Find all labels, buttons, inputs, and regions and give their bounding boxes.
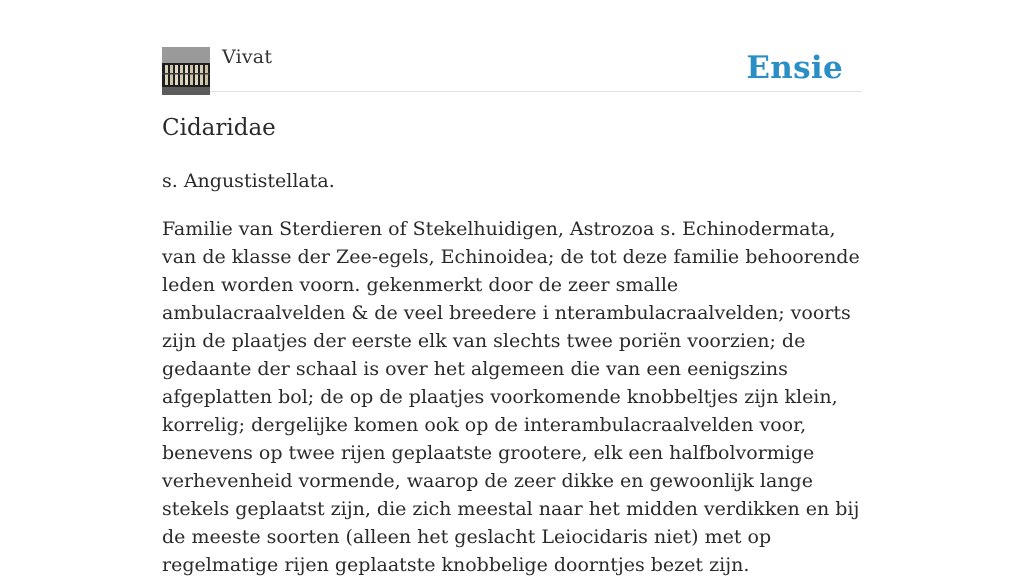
entry-subtitle: s. Angustistellata. xyxy=(162,170,335,192)
ensie-logo[interactable]: Ensie xyxy=(746,50,843,86)
book-spines-avatar-icon xyxy=(162,47,210,95)
header xyxy=(162,0,862,92)
article-page xyxy=(162,0,862,576)
author-avatar[interactable] xyxy=(162,47,210,95)
entry-body: Familie van Sterdieren of Stekelhuidigen, Astrozoa s. Echinodermata, van de klasse der Zee-egels, Echinoidea; de tot deze familie behoorende leden worden voorn. gekenmerkt door de zeer smalle ambulacraalvelden & de veel breedere i nterambulacraalvelden; voorts zijn de plaatjes der eerste elk van slechts twee poriën voorzien; de gedaante der schaal is over het algemeen die van een eenigszins afgeplatten bol; de op de plaatjes voorkomende knobbeltjes zijn klein, korrelig; dergelijke komen ook op de interambulacraalvelden voor, benevens op twee rijen geplaatste grootere, elk een halfbolvormige verhevenheid vormende, waarop de zeer dikke en gewoonlijk lange stekels geplaatst zijn, die zich meestal naar het midden verdikken en bij de meeste soorten (alleen het geslacht Leiocidaris niet) met op regelmatige rijen geplaatste knobbelige doorntjes bezet zijn. xyxy=(162,218,860,576)
author-name[interactable]: Vivat xyxy=(222,46,273,68)
entry-title: Cidaridae xyxy=(162,115,276,141)
